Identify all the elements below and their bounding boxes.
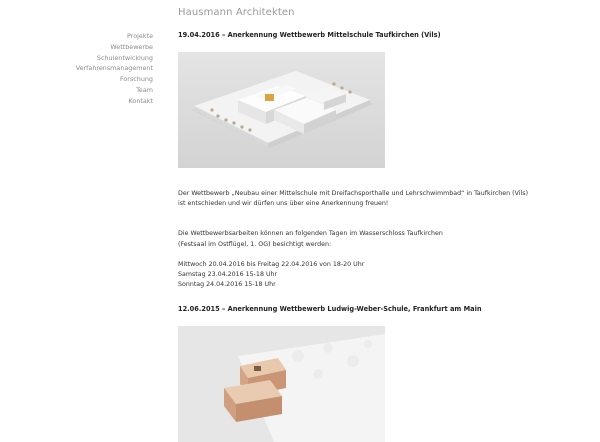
nav-item-kontakt[interactable]: Kontakt — [128, 96, 153, 105]
architecture-model-image — [178, 326, 385, 442]
paragraph-line: Samstag 23.04.2016 15-18 Uhr — [178, 271, 278, 279]
post-body — [178, 189, 588, 290]
paragraph-line: Mittwoch 20.04.2016 bis Freitag 22.04.2016 von 18-20 Uhr — [178, 260, 365, 268]
main-content — [178, 31, 588, 442]
nav-item-projekte[interactable]: Projekte — [127, 32, 153, 40]
main-nav — [76, 31, 153, 107]
paragraph-line: Die Wettbewerbsarbeiten können an folgenden Tagen im Wasserschloss Taufkirchen — [178, 230, 443, 238]
paragraph-line: Sonntag 24.04.2016 15-18 Uhr — [178, 281, 276, 289]
paragraph-line: Der Wettbewerb „Neubau einer Mittelschule mit Dreifachsporthalle und Lehrschwimmbad“ in Taufkirchen (Vils) — [178, 190, 529, 197]
paragraph-line: ist entschieden und wir dürfen uns über eine Anerkennung freuen! — [178, 200, 389, 208]
nav-item-verfahrensmanagement[interactable]: Verfahrensmanagement — [75, 64, 153, 73]
post-title[interactable]: 12.06.2015 – Anerkennung Wettbewerb Ludwig-Weber-Schule, Frankfurt am Main — [178, 305, 482, 314]
nav-item-forschung[interactable]: Forschung — [119, 75, 153, 84]
nav-item-schulentwicklung[interactable]: Schulentwicklung — [96, 53, 153, 62]
post-title[interactable]: 19.04.2016 – Anerkennung Wettbewerb Mittelschule Taufkirchen (Vils) — [178, 31, 441, 39]
post-image — [178, 52, 385, 168]
post-taufkirchen — [178, 31, 588, 290]
site-title[interactable]: Hausmann Architekten — [178, 7, 295, 18]
nav-item-wettbewerbe[interactable]: Wettbewerbe — [110, 42, 153, 51]
architecture-model-image — [178, 52, 385, 168]
nav-item-team[interactable]: Team — [136, 85, 153, 94]
paragraph-line: (Festsaal im Ostflügel, 1. OG) besichtigt werden: — [178, 240, 332, 248]
post-ludwig-weber — [178, 305, 588, 442]
post-image — [178, 326, 385, 442]
